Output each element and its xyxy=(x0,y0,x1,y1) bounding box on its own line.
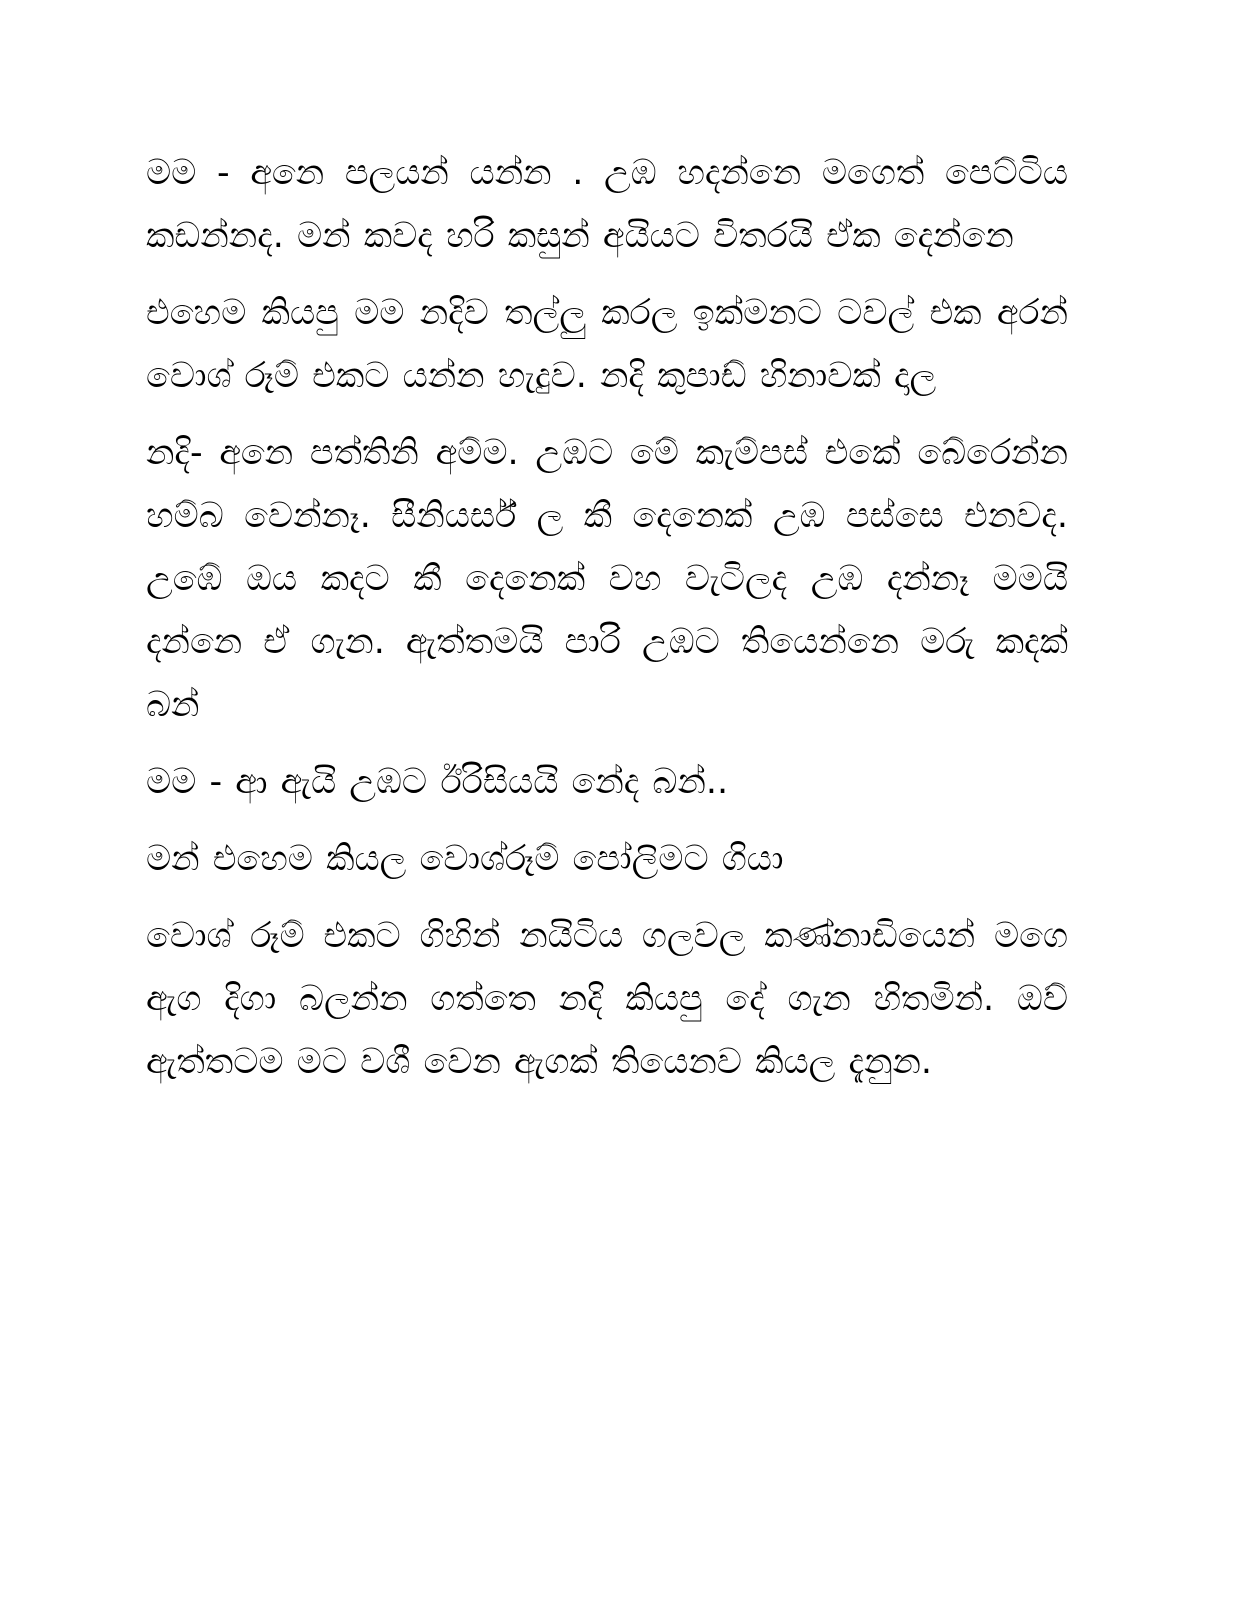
paragraph-2: එහෙම කියපු මම නදිව තල්ලු කරල ඉක්මනට ටවල් එක අරන් වොශ් රූම් එකට යන්න හැදුව. නදි කුපාඩ් හිනාවක් දාල xyxy=(146,293,1068,396)
paragraph-5: මන් එහෙම කියල වොශ්රූම් පෝලිමට ගියා xyxy=(146,839,784,879)
story-text xyxy=(146,142,1068,1108)
paragraph-6: වොශ් රූම් එකට ගිහින් නයිටිය ගලවල කණ්නාඩියෙන් මගෙ ඇග දිගා බලන්න ගත්තෙ නදි කියපු දේ ගැන හිතමින්. ඔව් ඇත්තටම මට වශී වෙන ඇගක් තියෙනව කියල දැනුන. xyxy=(146,916,1068,1082)
paragraph-3: නදි- අනෙ පත්තිනි අම්ම. උඹට මේ කැම්පස් එකේ බේරෙන්න හම්බ වෙන්නෑ. සීනියර්ස් ල කී දෙනෙක් උඹ පස්සෙ එනවද. උඹේ ඔය කදට කී දෙනෙක් වහ වැටිලද උඹ දන්නෑ මමයි දන්නෙ ඒ ගැන. ඇත්තමයි පාරි උඹට තියෙන්නෙ මරු කදක් බන් xyxy=(146,433,1068,725)
paragraph-4: මම - ආ ඇයි උඹට ඊරිසියයි නේද බන්.. xyxy=(146,762,729,802)
paragraph-1: මම - අනෙ පලයන් යන්න . උඹ හදන්නෙ මගෙත් පෙට්ටිය කඩන්නද. මන් කවද හරි කසුන් අයියට විතරයි ඒක දෙන්නෙ xyxy=(146,153,1068,256)
